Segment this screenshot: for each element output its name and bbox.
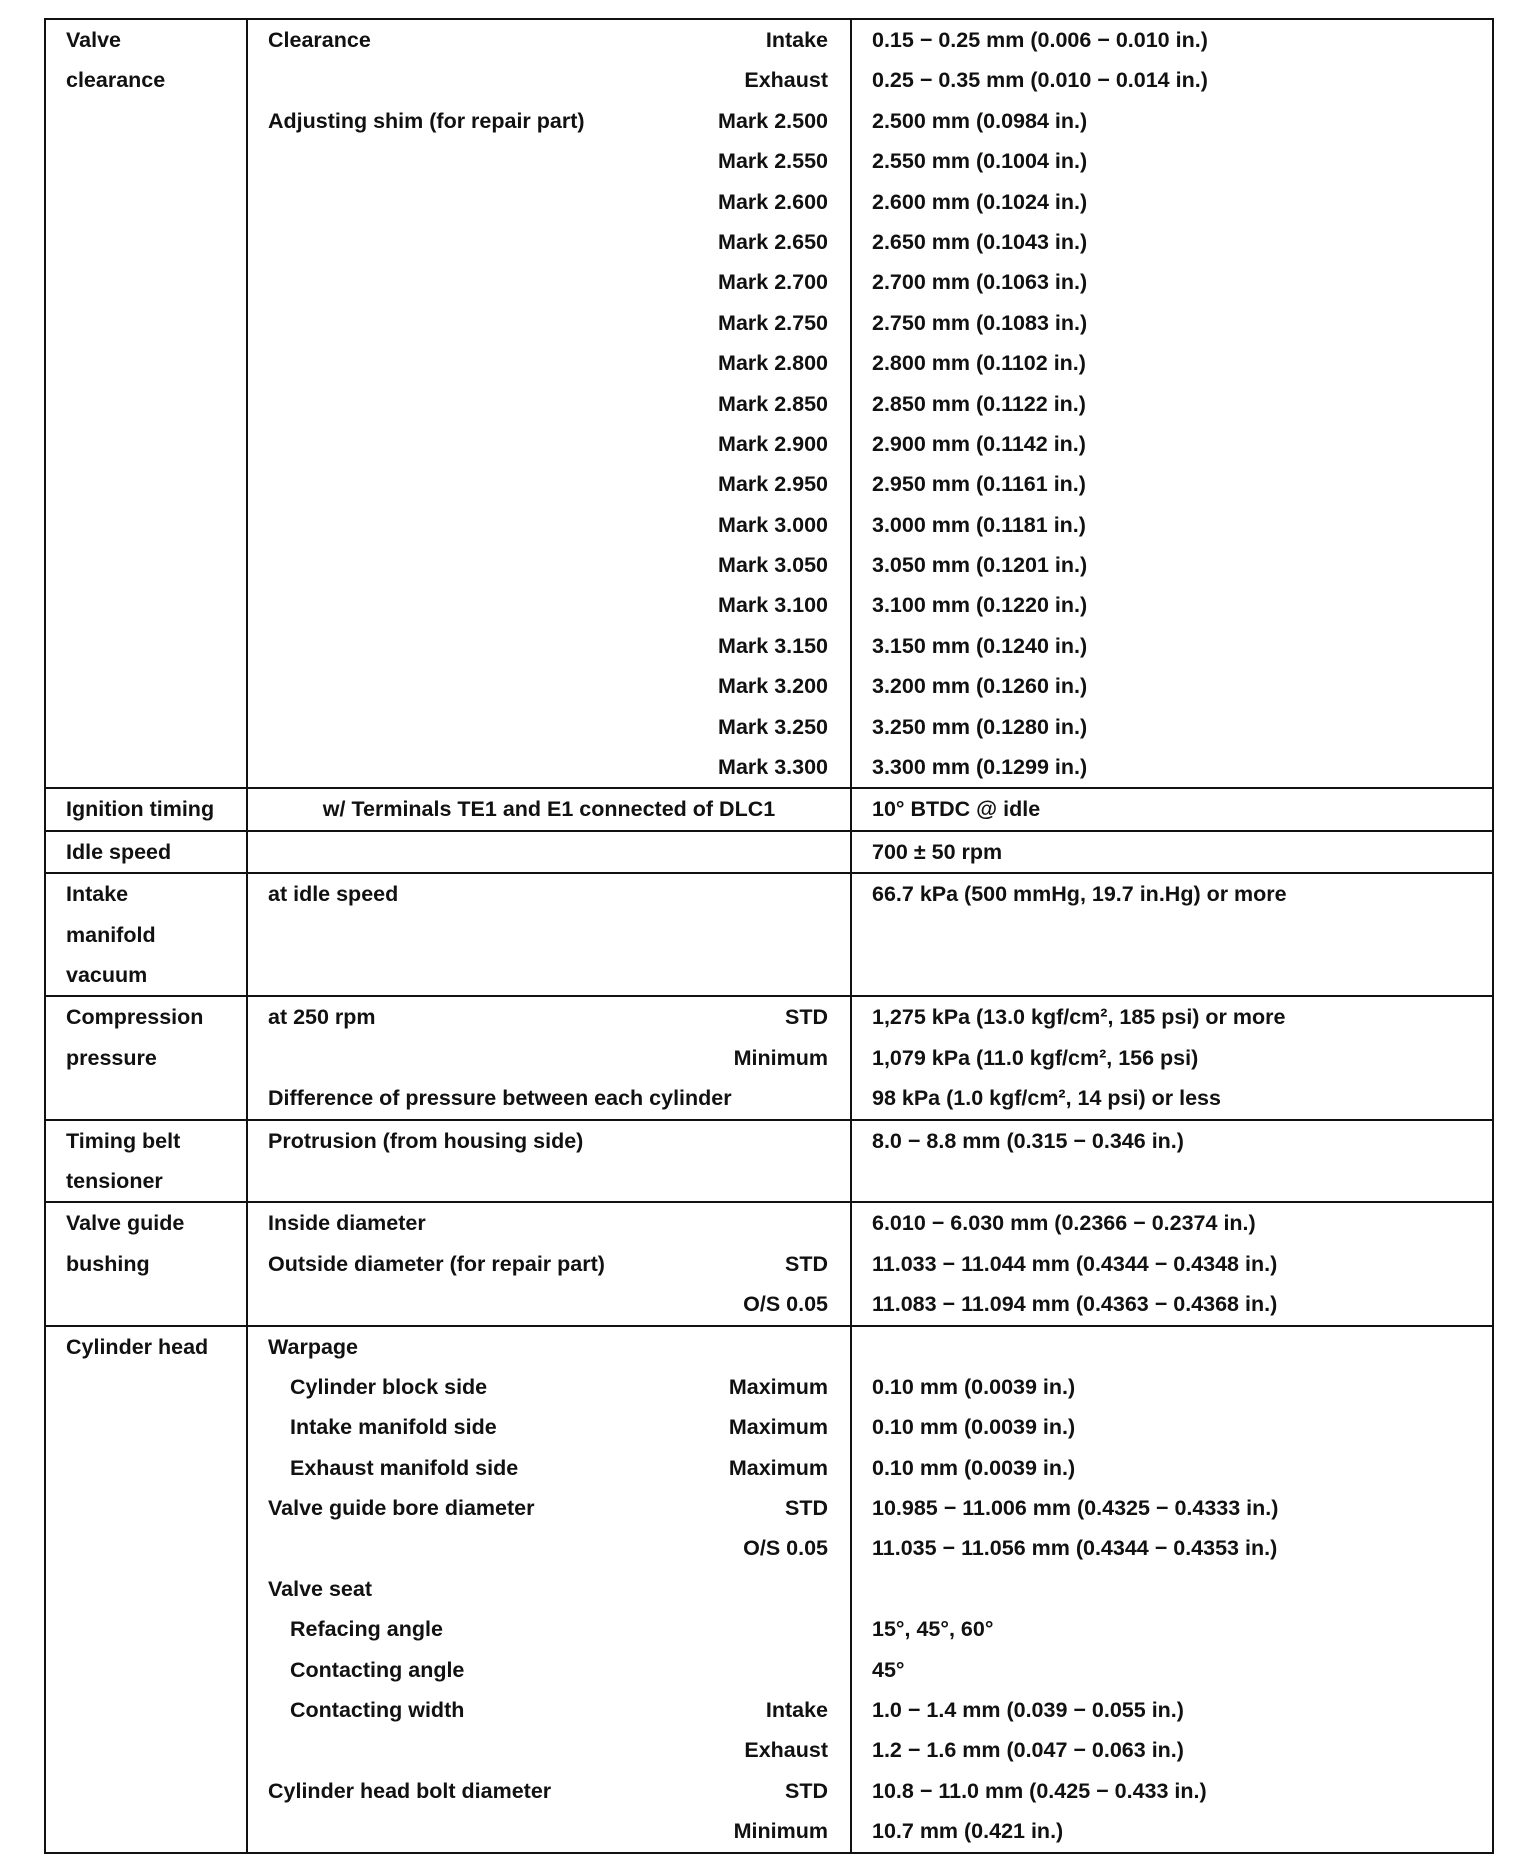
- spec-item-row: [248, 832, 850, 872]
- category-label: Valve: [66, 28, 121, 52]
- item-qualifier: O/S 0.05: [743, 1536, 828, 1561]
- spec-value: 3.300 mm (0.1299 in.): [872, 755, 1088, 780]
- category-label: Cylinder head: [66, 1334, 209, 1359]
- spec-value: 0.10 mm (0.0039 in.): [872, 1374, 1076, 1399]
- spec-item-row: [248, 1203, 850, 1243]
- spec-value: 11.035 − 11.056 mm (0.4344 − 0.4353 in.): [872, 1536, 1278, 1561]
- spec-value: 1,275 kPa (13.0 kgf/cm², 185 psi) or more: [872, 1005, 1286, 1030]
- spec-item-row: [248, 915, 850, 955]
- spec-item-row: [248, 1161, 850, 1201]
- spec-value: 0.10 mm (0.0039 in.): [872, 1455, 1076, 1480]
- section-values: [851, 1120, 1493, 1203]
- item-label: Cylinder head bolt diameter: [268, 1778, 552, 1803]
- item-qualifier: O/S 0.05: [743, 1292, 828, 1317]
- section-items: [247, 19, 851, 788]
- spec-value: 2.550 mm (0.1004 in.): [872, 149, 1088, 174]
- item-qualifier: Mark 3.300: [718, 755, 828, 780]
- spec-item-row: [248, 1367, 850, 1407]
- section-category: [45, 1120, 247, 1203]
- spec-table: [44, 18, 1494, 1854]
- spec-item-row: [248, 666, 850, 706]
- item-label: Outside diameter (for repair part): [268, 1251, 605, 1276]
- spec-value: 2.850 mm (0.1122 in.): [872, 391, 1086, 416]
- spec-value: 0.10 mm (0.0039 in.): [872, 1415, 1076, 1440]
- item-qualifier: Mark 2.750: [718, 310, 828, 335]
- spec-value: 1,079 kPa (11.0 kgf/cm², 156 psi): [872, 1045, 1199, 1070]
- spec-item-row: [248, 1121, 850, 1161]
- spec-section: [45, 1326, 1493, 1853]
- section-items: [247, 788, 851, 830]
- section-values: [851, 1202, 1493, 1325]
- spec-item-row: [248, 707, 850, 747]
- item-qualifier: Mark 3.000: [718, 512, 828, 537]
- spec-value: 10.8 − 11.0 mm (0.425 − 0.433 in.): [872, 1778, 1207, 1803]
- spec-item-row: [248, 424, 850, 464]
- spec-value: [852, 955, 1492, 995]
- item-qualifier: Mark 3.100: [718, 593, 828, 618]
- category-label: manifold: [66, 922, 156, 947]
- spec-value: 11.033 − 11.044 mm (0.4344 − 0.4348 in.): [872, 1251, 1278, 1276]
- item-label: Protrusion (from housing side): [268, 1128, 584, 1153]
- spec-table-body: [45, 19, 1493, 1853]
- spec-value: 3.200 mm (0.1260 in.): [872, 674, 1088, 699]
- category-label: bushing: [66, 1251, 150, 1276]
- item-qualifier: Mark 2.650: [718, 229, 828, 254]
- item-qualifier: Exhaust: [744, 68, 828, 93]
- spec-section: [45, 1202, 1493, 1325]
- spec-section: [45, 996, 1493, 1119]
- category-label: vacuum: [66, 962, 148, 987]
- section-values: [851, 996, 1493, 1119]
- spec-value: [852, 915, 1492, 955]
- spec-item-row: [248, 1690, 850, 1730]
- item-qualifier: Mark 2.600: [718, 189, 828, 214]
- item-qualifier: Mark 2.550: [718, 149, 828, 174]
- item-qualifier: Maximum: [728, 1415, 828, 1440]
- category-label: pressure: [66, 1045, 157, 1070]
- item-label: Cylinder block side: [290, 1374, 488, 1399]
- item-qualifier: STD: [785, 1496, 828, 1521]
- category-label: clearance: [66, 68, 166, 93]
- spec-value: [852, 1161, 1492, 1201]
- item-label: Adjusting shim (for repair part): [268, 108, 585, 133]
- spec-item-row: [248, 505, 850, 545]
- spec-item-row: [248, 1448, 850, 1488]
- section-items: [247, 996, 851, 1119]
- item-qualifier: Maximum: [728, 1374, 828, 1399]
- item-label: Warpage: [268, 1334, 358, 1359]
- spec-value: 2.950 mm (0.1161 in.): [872, 472, 1086, 497]
- item-qualifier: Intake: [765, 28, 828, 52]
- section-values: [851, 19, 1493, 788]
- spec-value: 1.0 − 1.4 mm (0.039 − 0.055 in.): [872, 1698, 1184, 1723]
- spec-value: 6.010 − 6.030 mm (0.2366 − 0.2374 in.): [872, 1211, 1256, 1236]
- category-label: Timing belt: [66, 1128, 181, 1153]
- spec-item-row: [248, 1078, 850, 1118]
- section-category: [45, 831, 247, 873]
- item-label: Refacing angle: [290, 1617, 443, 1642]
- item-qualifier: STD: [785, 1005, 828, 1030]
- category-label: tensioner: [66, 1168, 163, 1193]
- item-qualifier: STD: [785, 1778, 828, 1803]
- spec-section: [45, 19, 1493, 788]
- spec-value: 3.250 mm (0.1280 in.): [872, 714, 1088, 739]
- spec-section: [45, 873, 1493, 996]
- item-label: at 250 rpm: [268, 1005, 376, 1030]
- item-qualifier: Mark 3.150: [718, 633, 828, 658]
- section-values: [851, 1326, 1493, 1853]
- spec-item-row: [248, 101, 850, 141]
- spec-value: [852, 1327, 1492, 1367]
- spec-item-row: [248, 1488, 850, 1528]
- category-label: Idle speed: [66, 839, 172, 864]
- item-qualifier: STD: [785, 1251, 828, 1276]
- section-category: [45, 1326, 247, 1853]
- spec-value: 98 kPa (1.0 kgf/cm², 14 psi) or less: [872, 1086, 1221, 1111]
- spec-item-row: [248, 1730, 850, 1770]
- spec-item-row: [248, 997, 850, 1037]
- section-items: [247, 1120, 851, 1203]
- item-label: Valve guide bore diameter: [268, 1496, 535, 1521]
- spec-item-row: [248, 874, 850, 914]
- category-label: Ignition timing: [66, 797, 215, 822]
- spec-value: 2.700 mm (0.1063 in.): [872, 270, 1088, 295]
- spec-item-row: [248, 545, 850, 585]
- spec-item-row: [248, 585, 850, 625]
- spec-value: 700 ± 50 rpm: [872, 839, 1003, 864]
- spec-section: [45, 788, 1493, 830]
- spec-value: 1.2 − 1.6 mm (0.047 − 0.063 in.): [872, 1738, 1184, 1763]
- spec-item-row: [248, 303, 850, 343]
- item-qualifier: Mark 2.700: [718, 270, 828, 295]
- spec-item-row: [248, 955, 850, 995]
- section-values: [851, 788, 1493, 830]
- spec-item-row: [248, 222, 850, 262]
- spec-value: 2.900 mm (0.1142 in.): [872, 431, 1086, 456]
- item-qualifier: Minimum: [733, 1819, 828, 1844]
- spec-item-row: [248, 1407, 850, 1447]
- item-qualifier: Mark 3.200: [718, 674, 828, 699]
- spec-value: 66.7 kPa (500 mmHg, 19.7 in.Hg) or more: [872, 882, 1287, 907]
- item-label: Exhaust manifold side: [290, 1455, 519, 1480]
- spec-item-row: [248, 1528, 850, 1568]
- spec-value: 0.15 − 0.25 mm (0.006 − 0.010 in.): [872, 28, 1208, 52]
- spec-item-row: [248, 384, 850, 424]
- spec-item-row: [248, 343, 850, 383]
- section-items: [247, 1202, 851, 1325]
- spec-item-row: [248, 1811, 850, 1851]
- section-values: [851, 831, 1493, 873]
- spec-value: [852, 1569, 1492, 1609]
- spec-value: 45°: [872, 1657, 905, 1682]
- spec-value: 3.000 mm (0.1181 in.): [872, 512, 1086, 537]
- item-qualifier: Mark 2.500: [718, 108, 828, 133]
- item-qualifier: Mark 3.050: [718, 553, 828, 578]
- item-qualifier: Mark 2.900: [718, 431, 828, 456]
- item-label: Inside diameter: [268, 1211, 426, 1236]
- item-qualifier: Mark 2.950: [718, 472, 828, 497]
- spec-value: 15°, 45°, 60°: [872, 1617, 994, 1642]
- section-category: [45, 873, 247, 996]
- spec-value: 8.0 − 8.8 mm (0.315 − 0.346 in.): [872, 1128, 1184, 1153]
- spec-item-row: [248, 1569, 850, 1609]
- item-label: Clearance: [268, 28, 371, 52]
- spec-item-row: [248, 141, 850, 181]
- item-qualifier: Mark 2.800: [718, 351, 828, 376]
- category-label: Compression: [66, 1005, 204, 1030]
- spec-value: 2.500 mm (0.0984 in.): [872, 108, 1088, 133]
- spec-item-row: [248, 626, 850, 666]
- item-qualifier: Minimum: [733, 1045, 828, 1070]
- section-category: [45, 1202, 247, 1325]
- item-qualifier: Mark 3.250: [718, 714, 828, 739]
- category-label: Valve guide: [66, 1211, 185, 1236]
- item-label: w/ Terminals TE1 and E1 connected of DLC1: [322, 797, 776, 822]
- spec-value: 10.985 − 11.006 mm (0.4325 − 0.4333 in.): [872, 1496, 1279, 1521]
- section-items: [247, 831, 851, 873]
- item-label: Difference of pressure between each cylinder: [268, 1086, 732, 1111]
- spec-item-row: [248, 464, 850, 504]
- spec-item-row: [248, 60, 850, 100]
- category-label: Intake: [66, 882, 129, 907]
- spec-section: [45, 831, 1493, 873]
- spec-item-row: [248, 262, 850, 302]
- spec-value: 11.083 − 11.094 mm (0.4363 − 0.4368 in.): [872, 1292, 1278, 1317]
- spec-item-row: [248, 1327, 850, 1367]
- spec-item-row: [248, 182, 850, 222]
- section-category: [45, 19, 247, 788]
- item-label: at idle speed: [268, 882, 399, 907]
- spec-value: 3.100 mm (0.1220 in.): [872, 593, 1088, 618]
- spec-value: 2.800 mm (0.1102 in.): [872, 351, 1086, 376]
- spec-value: 2.600 mm (0.1024 in.): [872, 189, 1088, 214]
- item-label: Contacting angle: [290, 1657, 465, 1682]
- section-values: [851, 873, 1493, 996]
- item-label: Contacting width: [290, 1698, 465, 1723]
- spec-item-row: [248, 1771, 850, 1811]
- spec-value: 10° BTDC @ idle: [872, 797, 1041, 822]
- item-label: Valve seat: [268, 1576, 373, 1601]
- spec-item-row: [248, 789, 850, 829]
- spec-item-row: [248, 20, 850, 60]
- spec-item-row: [248, 1284, 850, 1324]
- section-category: [45, 788, 247, 830]
- spec-item-row: [248, 747, 850, 787]
- item-qualifier: Exhaust: [744, 1738, 828, 1763]
- item-qualifier: Maximum: [728, 1455, 828, 1480]
- spec-section: [45, 1120, 1493, 1203]
- spec-value: 3.150 mm (0.1240 in.): [872, 633, 1088, 658]
- section-category: [45, 996, 247, 1119]
- spec-item-row: [248, 1038, 850, 1078]
- spec-item-row: [248, 1244, 850, 1284]
- spec-item-row: [248, 1609, 850, 1649]
- spec-value: 3.050 mm (0.1201 in.): [872, 553, 1088, 578]
- section-items: [247, 873, 851, 996]
- spec-value: 10.7 mm (0.421 in.): [872, 1819, 1064, 1844]
- spec-item-row: [248, 1650, 850, 1690]
- spec-value: 2.650 mm (0.1043 in.): [872, 229, 1088, 254]
- item-qualifier: Intake: [765, 1698, 828, 1723]
- section-items: [247, 1326, 851, 1853]
- spec-value: 2.750 mm (0.1083 in.): [872, 310, 1088, 335]
- spec-value: 0.25 − 0.35 mm (0.010 − 0.014 in.): [872, 68, 1208, 93]
- item-label: Intake manifold side: [290, 1415, 497, 1440]
- item-qualifier: Mark 2.850: [718, 391, 828, 416]
